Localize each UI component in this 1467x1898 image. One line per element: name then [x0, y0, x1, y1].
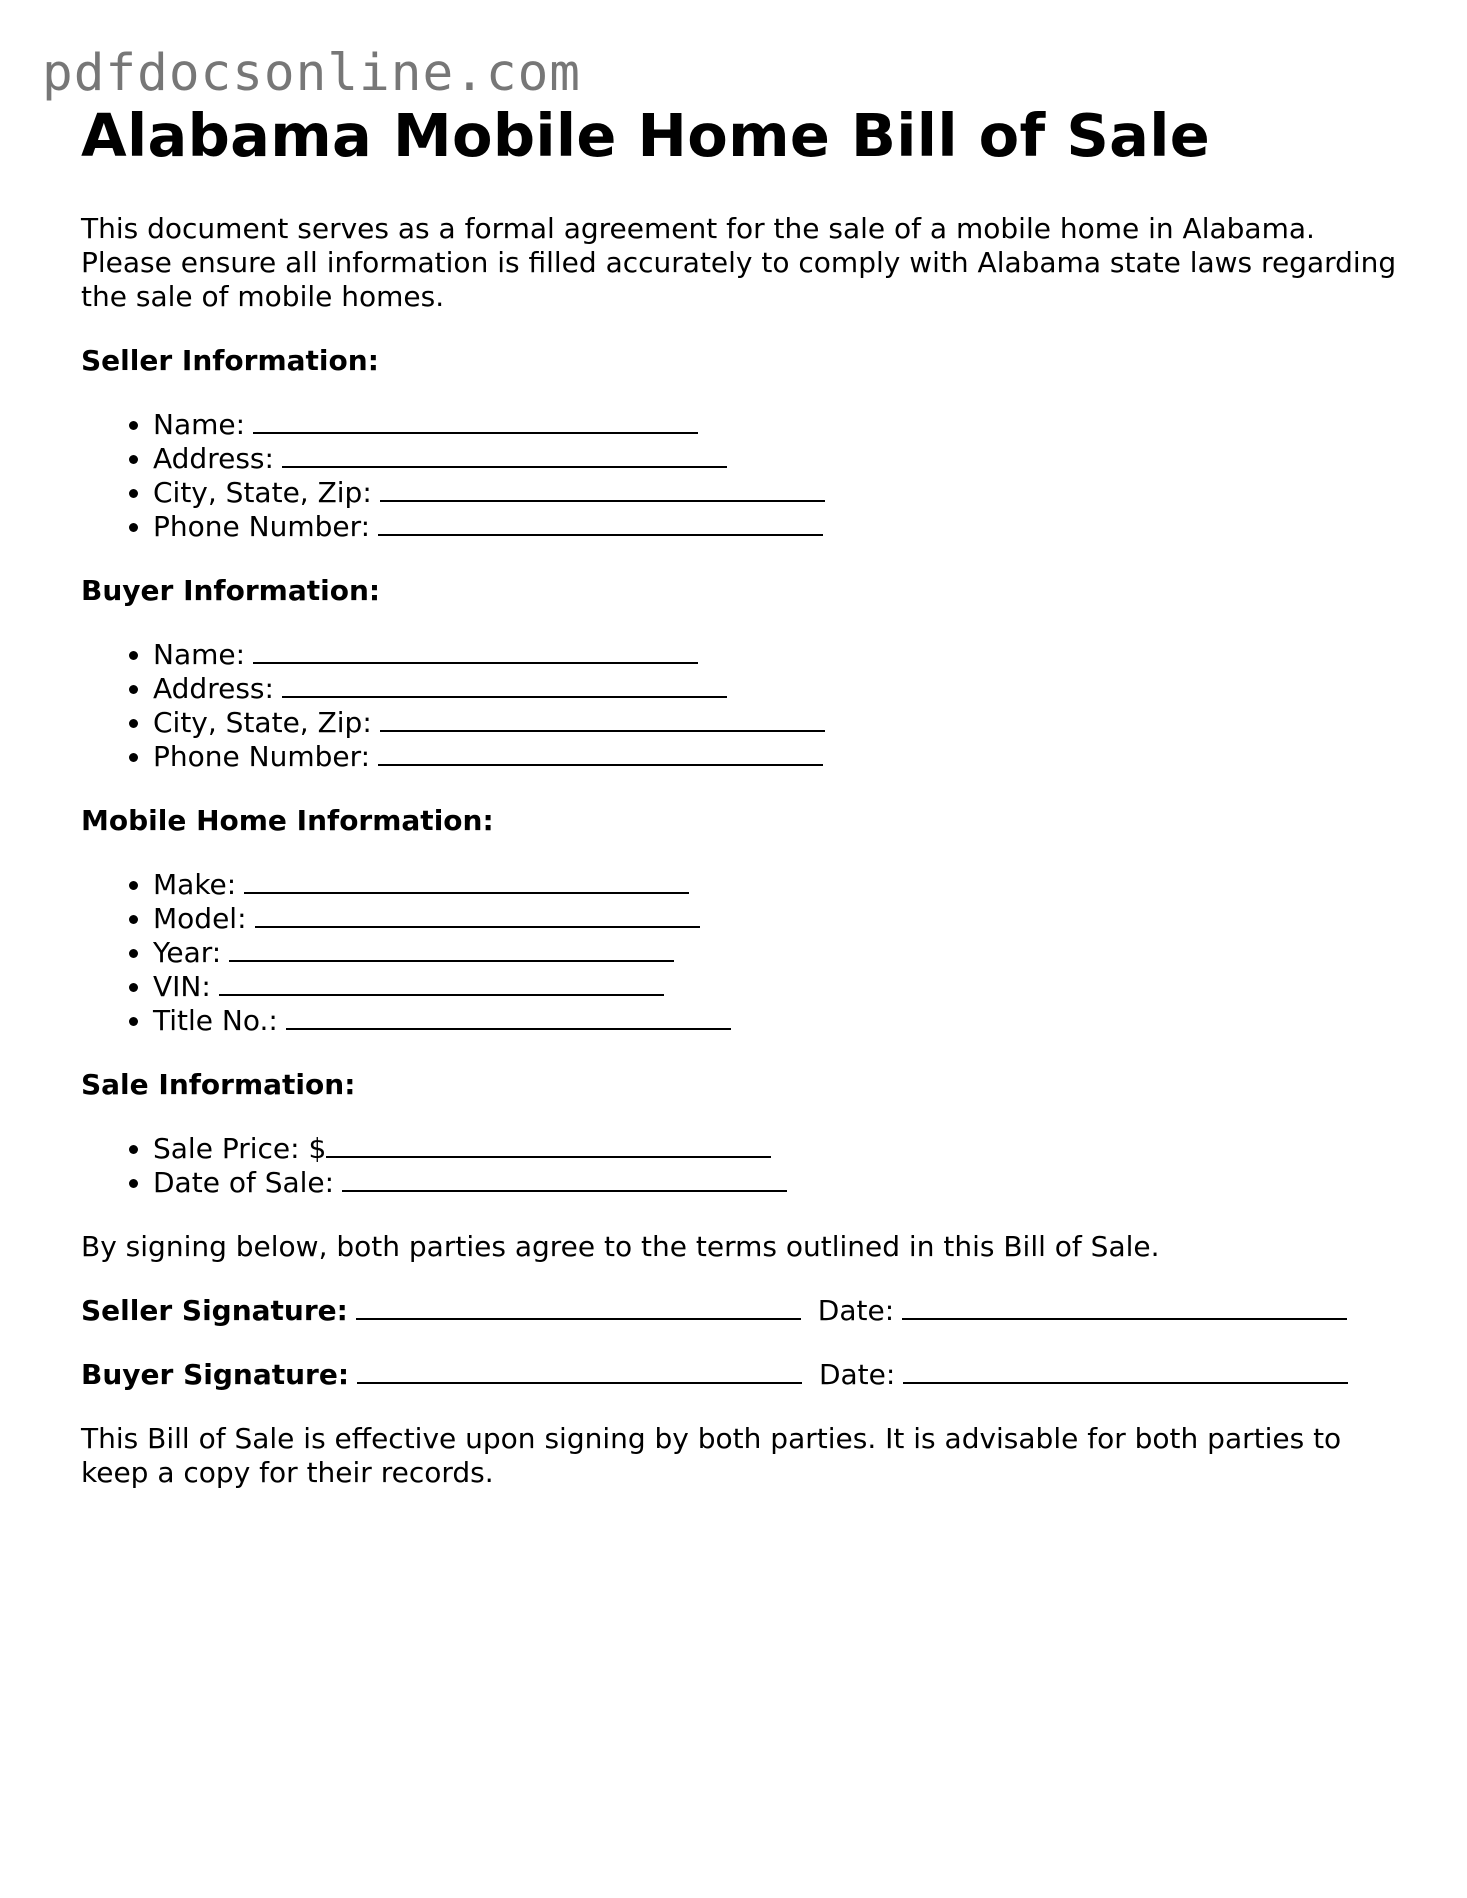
list-item	[153, 1166, 1401, 1200]
sale-date-label: Date of Sale:	[153, 1165, 335, 1199]
buyer-signature-row	[81, 1358, 1401, 1392]
list-item	[153, 970, 1401, 1004]
seller-heading: Seller Information:	[81, 343, 379, 377]
buyer-city-state-zip-label: City, State, Zip:	[153, 705, 372, 739]
buyer-phone-label: Phone Number:	[153, 739, 371, 773]
home-model-blank[interactable]	[255, 902, 700, 928]
document-title: Alabama Mobile Home Bill of Sale	[81, 101, 1211, 170]
seller-date-blank[interactable]	[902, 1294, 1347, 1320]
buyer-city-state-zip-blank[interactable]	[380, 706, 825, 732]
list-item	[153, 408, 1401, 442]
buyer-address-blank[interactable]	[282, 672, 727, 698]
home-heading: Mobile Home Information:	[81, 803, 494, 837]
list-item	[153, 902, 1401, 936]
seller-city-state-zip-blank[interactable]	[380, 476, 825, 502]
seller-phone-blank[interactable]	[378, 510, 823, 536]
list-item	[153, 510, 1401, 544]
buyer-date-label: Date:	[818, 1357, 896, 1391]
buyer-address-label: Address:	[153, 671, 274, 705]
seller-phone-label: Phone Number:	[153, 509, 371, 543]
seller-address-blank[interactable]	[282, 442, 727, 468]
list-item	[153, 638, 1401, 672]
list-item	[153, 936, 1401, 970]
intro-paragraph: This document serves as a formal agreement for the sale of a mobile home in Alabama. Please ensure all information is filled accurately to comply with Alabama state laws regarding the sale of mobile homes.	[81, 211, 1397, 313]
home-vin-label: VIN:	[153, 969, 211, 1003]
list-item	[153, 1132, 1401, 1166]
sale-date-blank[interactable]	[342, 1166, 787, 1192]
list-item	[153, 672, 1401, 706]
sale-field-list	[81, 1132, 1401, 1200]
home-vin-blank[interactable]	[219, 970, 664, 996]
seller-signature-label: Seller Signature:	[81, 1293, 348, 1327]
seller-field-list	[81, 408, 1401, 544]
agreement-statement: By signing below, both parties agree to the terms outlined in this Bill of Sale.	[81, 1229, 1160, 1263]
buyer-signature-label: Buyer Signature:	[81, 1357, 350, 1391]
sale-price-blank[interactable]	[326, 1132, 771, 1158]
buyer-name-blank[interactable]	[253, 638, 698, 664]
home-make-blank[interactable]	[244, 868, 689, 894]
buyer-phone-blank[interactable]	[378, 740, 823, 766]
seller-name-blank[interactable]	[253, 408, 698, 434]
buyer-signature-blank[interactable]	[357, 1358, 802, 1384]
sale-price-label: Sale Price: $	[153, 1131, 327, 1165]
buyer-heading: Buyer Information:	[81, 573, 381, 607]
seller-address-label: Address:	[153, 441, 274, 475]
list-item	[153, 706, 1401, 740]
seller-name-label: Name:	[153, 407, 246, 441]
buyer-name-label: Name:	[153, 637, 246, 671]
list-item	[153, 740, 1401, 774]
closing-paragraph: This Bill of Sale is effective upon signing by both parties. It is advisable for both parties to keep a copy for their records.	[81, 1421, 1342, 1489]
list-item	[153, 868, 1401, 902]
home-field-list	[81, 868, 1401, 1038]
home-title-no-blank[interactable]	[286, 1004, 731, 1030]
home-title-no-label: Title No.:	[153, 1003, 278, 1037]
seller-signature-row	[81, 1294, 1401, 1328]
list-item	[153, 1004, 1401, 1038]
home-year-blank[interactable]	[229, 936, 674, 962]
list-item	[153, 442, 1401, 476]
seller-signature-blank[interactable]	[356, 1294, 801, 1320]
buyer-date-blank[interactable]	[903, 1358, 1348, 1384]
seller-city-state-zip-label: City, State, Zip:	[153, 475, 372, 509]
sale-heading: Sale Information:	[81, 1067, 356, 1101]
buyer-field-list	[81, 638, 1401, 774]
home-make-label: Make:	[153, 867, 237, 901]
watermark: pdfdocsonline.com	[42, 44, 581, 103]
list-item	[153, 476, 1401, 510]
home-year-label: Year:	[153, 935, 222, 969]
document-page	[81, 102, 1401, 1490]
home-model-label: Model:	[153, 901, 247, 935]
seller-date-label: Date:	[817, 1293, 895, 1327]
